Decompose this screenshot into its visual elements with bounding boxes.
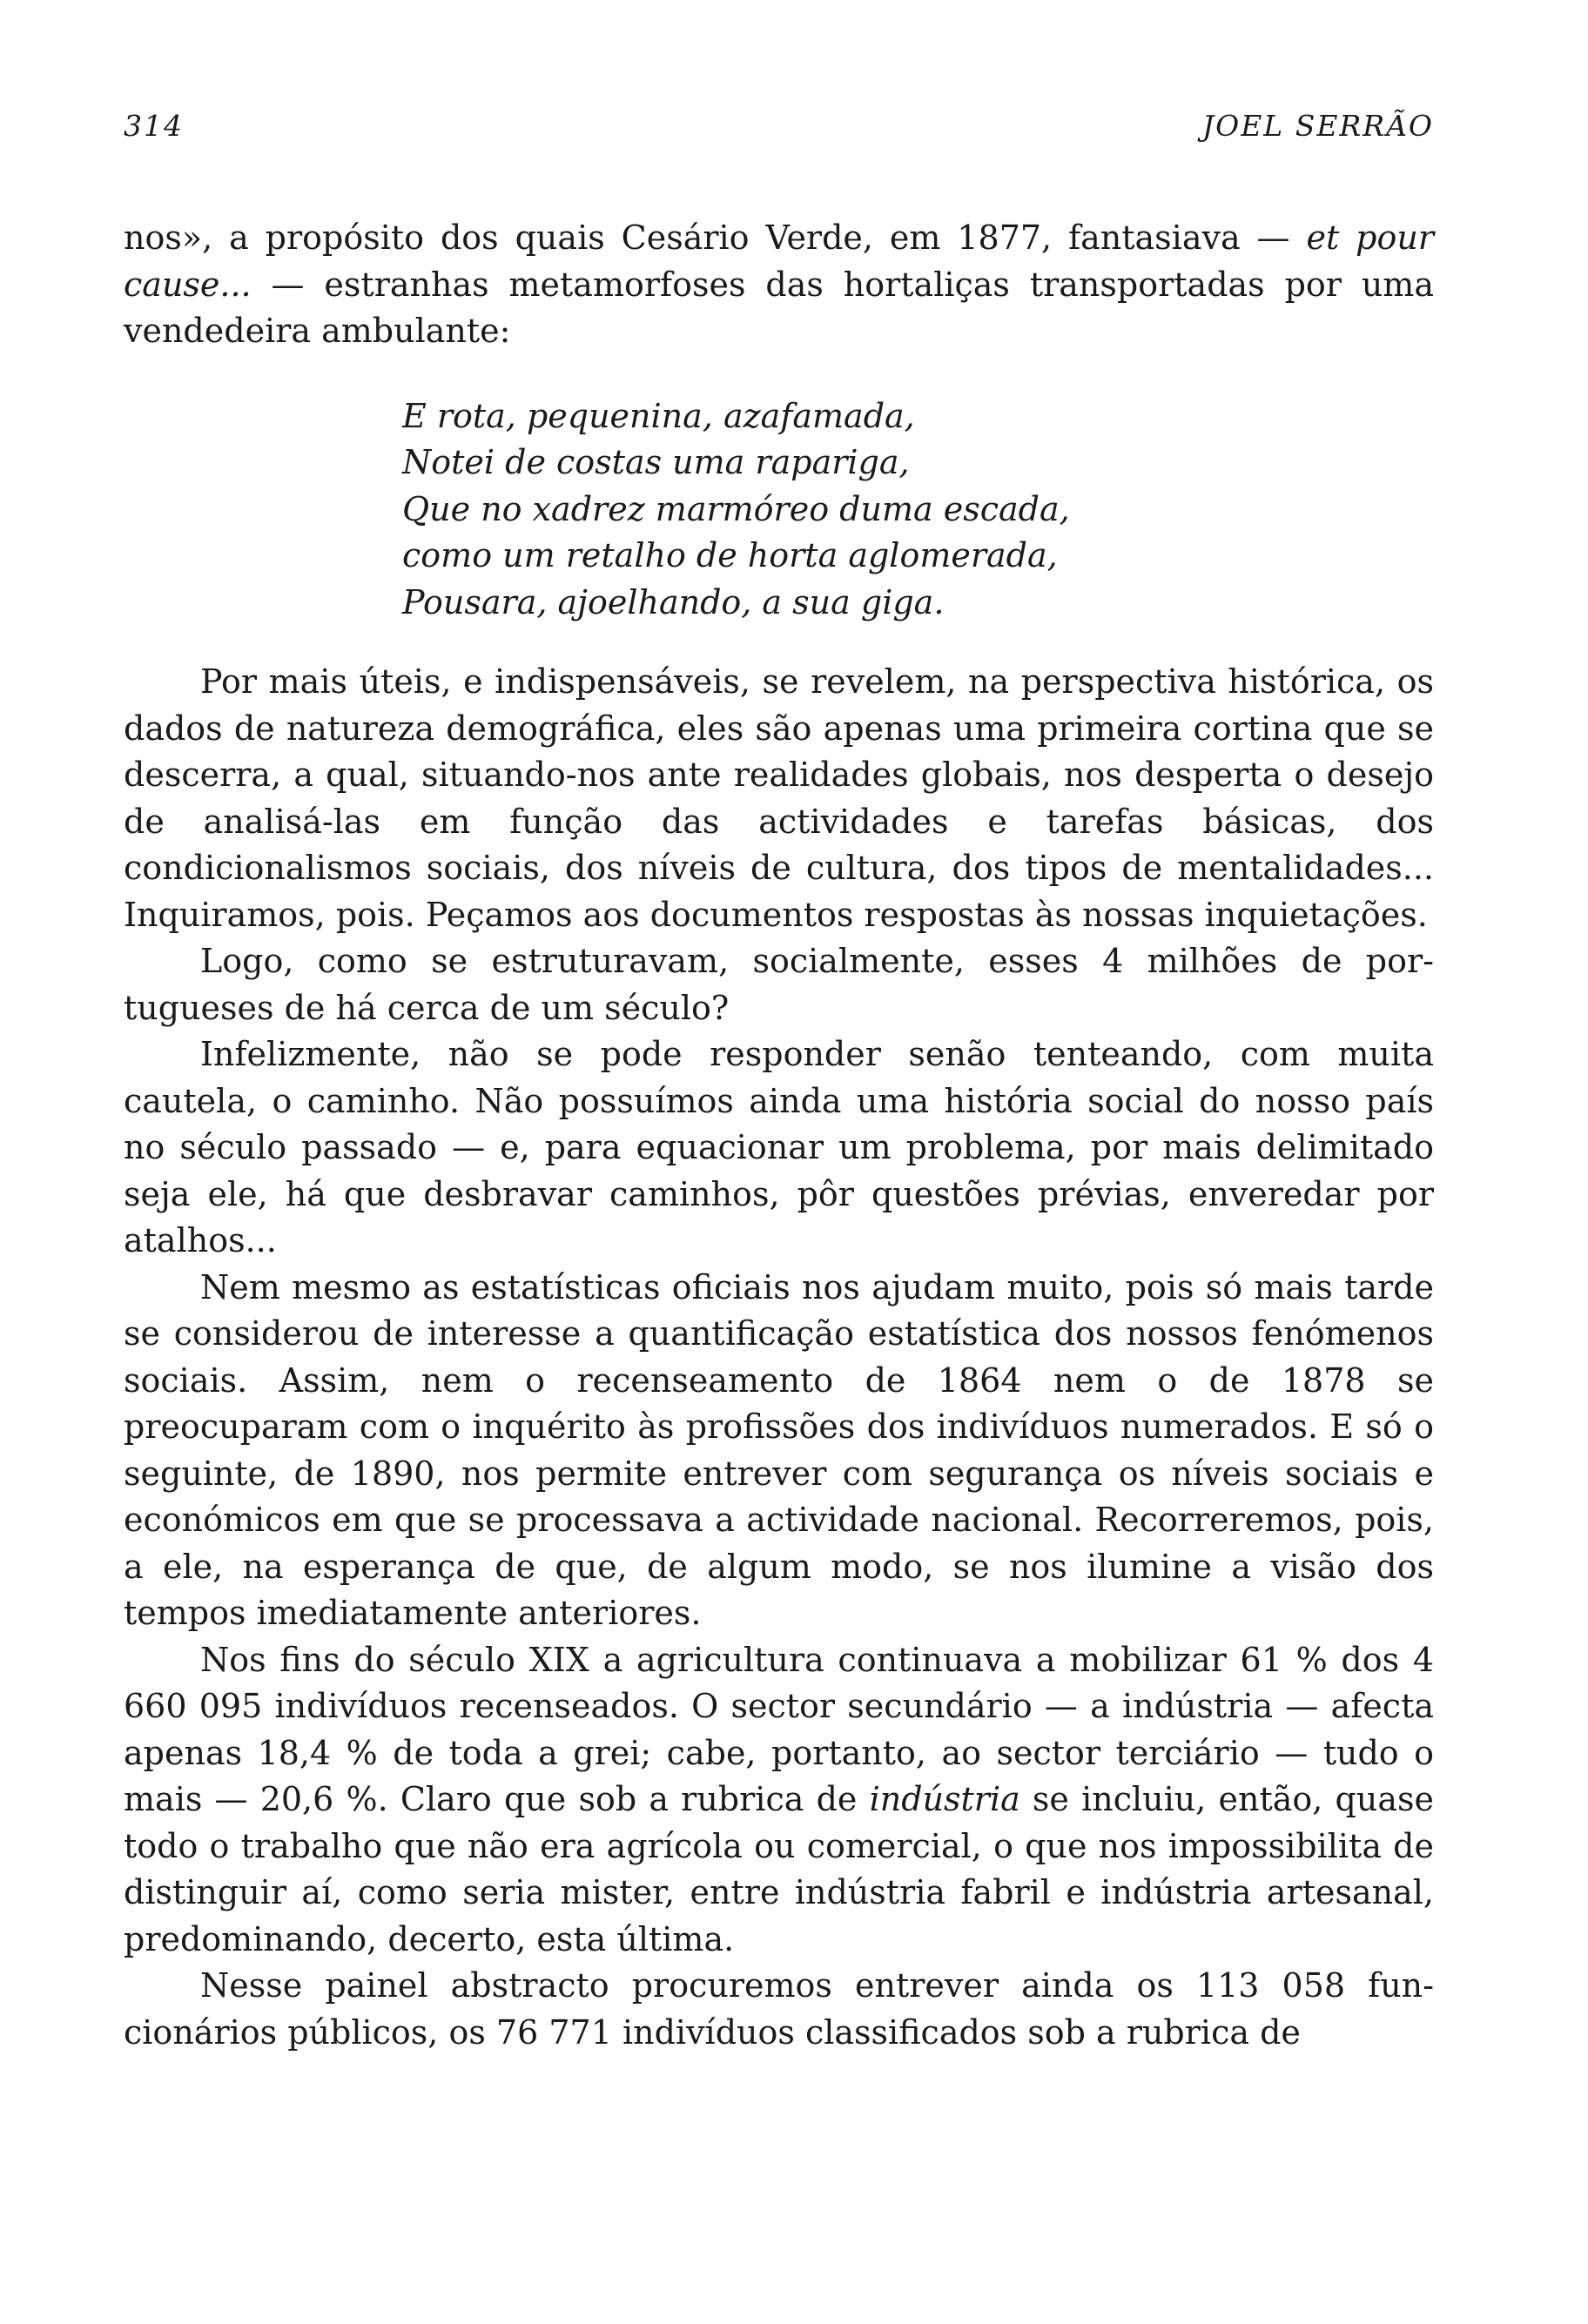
agriculture-italic-term: indústria xyxy=(869,1780,1020,1818)
opening-paragraph xyxy=(124,215,1434,355)
book-page xyxy=(124,109,1434,2056)
agriculture-paragraph xyxy=(124,1637,1434,1964)
running-head xyxy=(124,109,1434,161)
opening-text-1: nos», a propósito dos quais Cesário Verde, em 1877, fantasiava — xyxy=(124,218,1307,257)
verse-quotation xyxy=(402,393,1434,627)
paragraph: Infelizmente, não se pode responder senão tenteando, com muita cautela, o caminho. Não possuímos ainda uma história social do nosso país no século passado — e, para equacionar um problema, por mais delimitado seja ele, há que desbravar caminhos, pôr questões prévias, enveredar por atalhos... xyxy=(124,1035,1434,1259)
agriculture-text-1: Nos fins do século XIX a agricultura continuava a mobilizar 61 % dos 4 660 095 indivíduos recenseados. O sector secundário — a indústria — afecta apenas 18,4 % de toda a grei; cabe, portanto, ao sector terciário — tudo o mais — 20,6 %. Claro que sob a rubrica de xyxy=(124,1640,1434,1818)
verse-line: como um retalho de horta aglomerada, xyxy=(402,536,1058,574)
paragraph: Por mais úteis, e indispensáveis, se revelem, na perspectiva histórica, os dados de natureza demográfica, eles são apenas uma primeira cortina que se descerra, a qual, situando-nos ante realidades globais, nos desperta o desejo de analisá-las em função das actividades e tarefas básicas, dos condicionalismos sociais, dos níveis de cultura, dos tipos de mentalidades... Inquiramos, pois. Peçamos aos documentos respostas às nossas inquietações. xyxy=(124,662,1434,934)
opening-text-2: — estranhas metamorfoses das hortaliças transportadas por uma vendedeira ambulante: xyxy=(124,265,1434,350)
page-number: 314 xyxy=(124,109,184,143)
paragraph: Nem mesmo as estatísticas oficiais nos ajudam muito, pois só mais tarde se considerou de interesse a quantificação estatística dos nossos fenómenos sociais. Assim, nem o recenseamento de 1864 nem o de 1878 se preocuparam com o inquérito às profissões dos indivíduos numerados. E só o seguinte, de 1890, nos permite entrever com segurança os níveis sociais e económicos em que se processava a actividade nacional. Recorreremos, pois, a ele, na esperança de que, de algum modo, se nos ilumine a visão dos tempos imediatamente anteriores. xyxy=(124,1267,1434,1632)
verse-line: E rota, pequenina, azafamada, xyxy=(402,396,915,435)
final-paragraph: Nesse painel abstracto procuremos entrever ainda os 113 058 funcionários públicos, os 76 771 indivíduos classificados sob a rubrica de xyxy=(124,1966,1434,2052)
verse-line: Notei de costas uma rapariga, xyxy=(402,443,910,481)
running-title: JOEL SERRÃO xyxy=(1201,109,1434,143)
opening-italic-phrase: et pour cause... xyxy=(124,218,1434,304)
verse-line: Que no xadrez marmóreo duma escada, xyxy=(402,489,1070,528)
agriculture-text-2: se incluiu, então, quase todo o trabalho que não era agrícola ou comercial, o que nos impossibilita de distinguir aí, como seria mister, entre indústria fabril e indústria artesanal, predominando, decerto, esta última. xyxy=(124,1780,1434,1958)
verse-line: Pousara, ajoelhando, a sua giga. xyxy=(402,582,945,621)
body-text xyxy=(124,215,1434,2056)
paragraph: Logo, como se estruturavam, socialmente, esses 4 milhões de portugueses de há cerca de um século? xyxy=(124,942,1434,1027)
